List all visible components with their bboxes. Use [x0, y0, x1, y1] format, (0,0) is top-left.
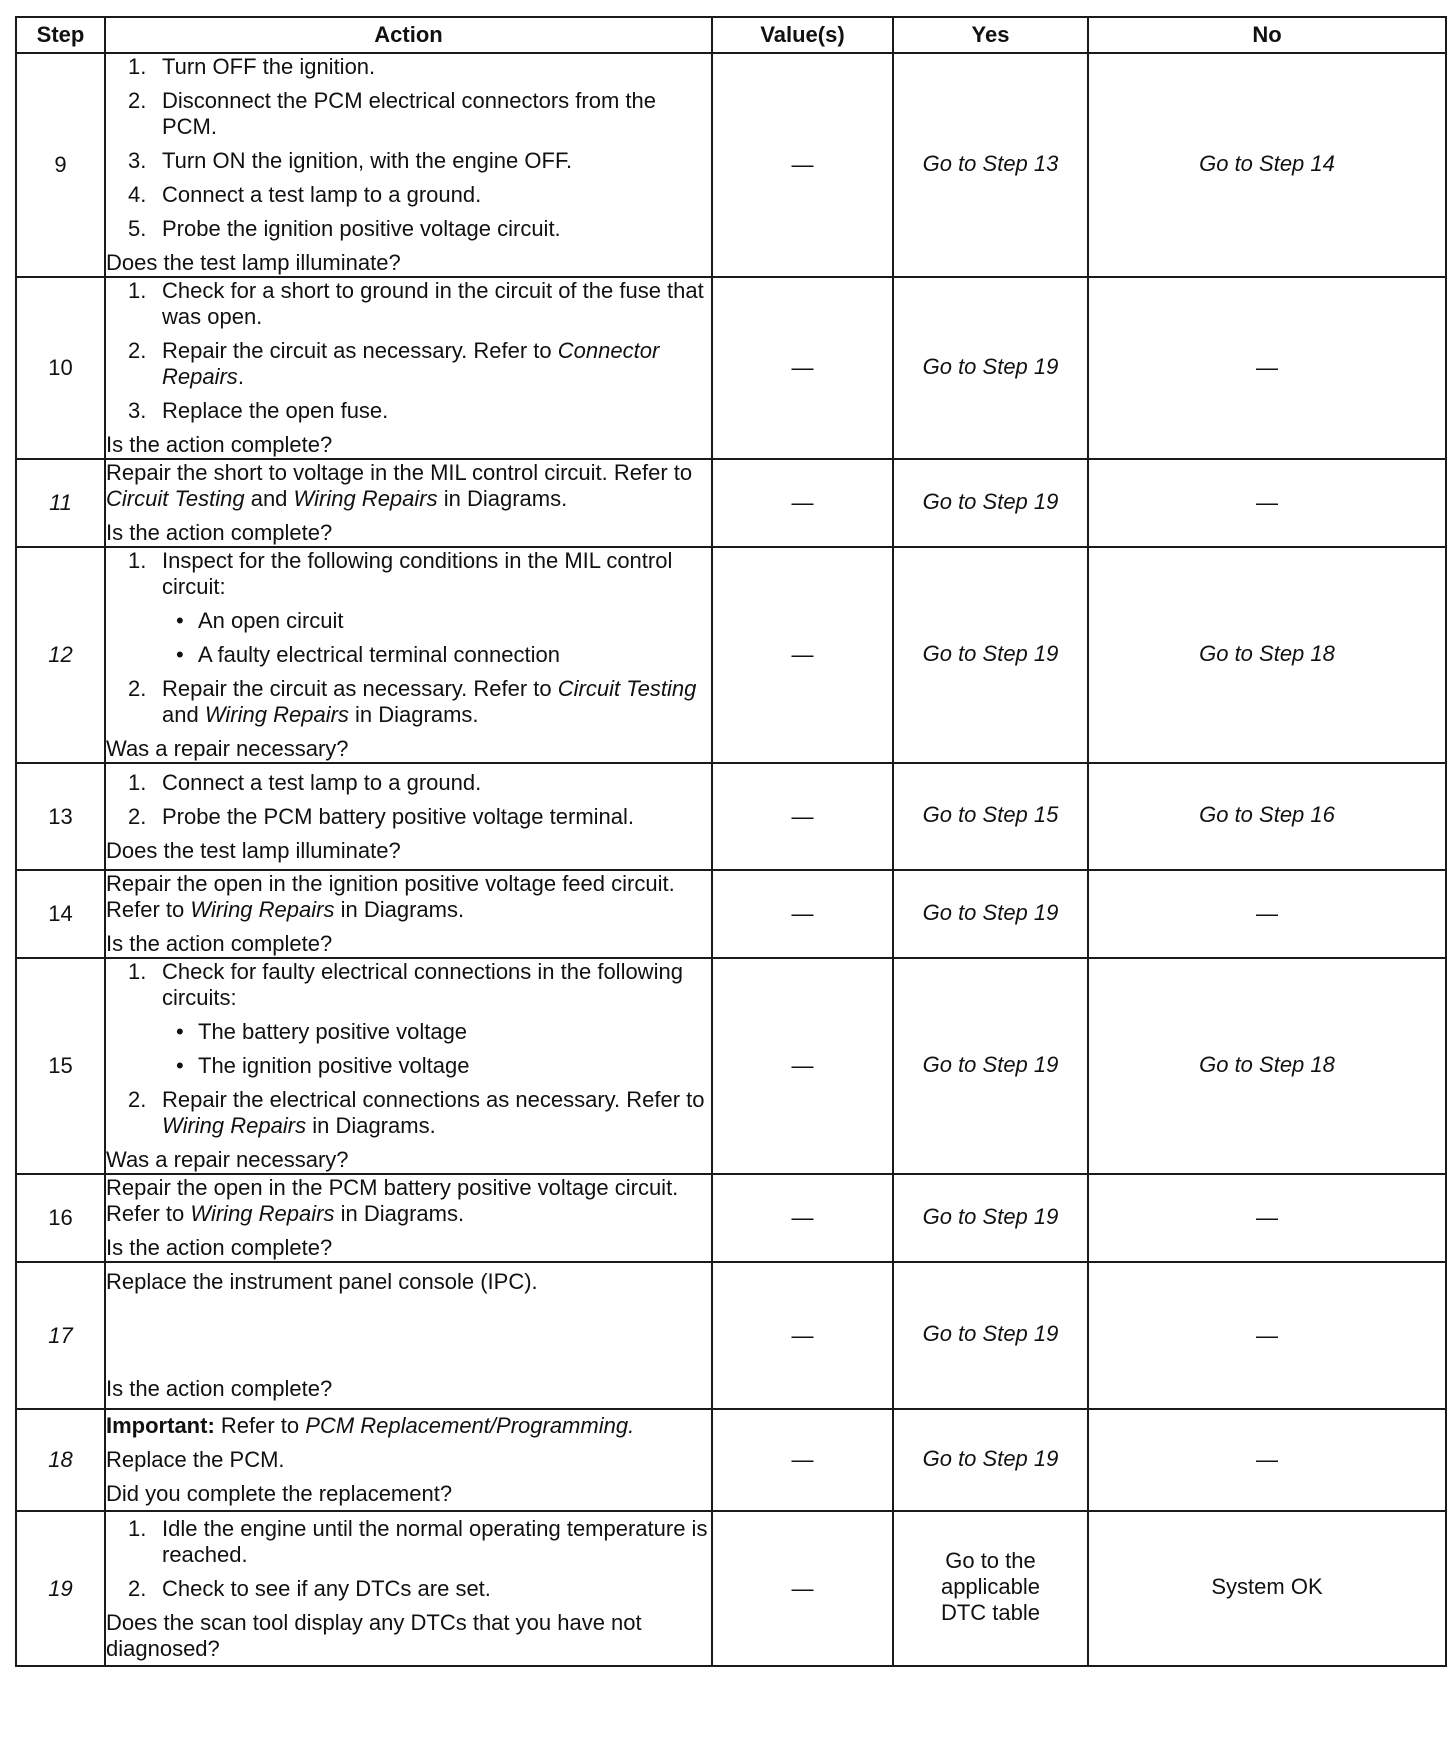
action-cell: 1. Idle the engine until the normal operating temperature is reached. 2. Check to see if any DTCs are set. Does the scan tool display any DTCs that you have not diagnosed? [105, 1511, 712, 1666]
header-step: Step [16, 17, 105, 53]
table-row [16, 459, 1446, 547]
question: Is the action complete? [106, 1235, 333, 1260]
no-cell: Go to Step 14 [1088, 53, 1446, 277]
no-cell: Go to Step 18 [1088, 547, 1446, 763]
yes-cell: Go to Step 19 [893, 958, 1088, 1174]
step-number: 13 [16, 763, 105, 870]
question: Does the scan tool display any DTCs that you have not diagnosed? [106, 1609, 642, 1661]
value-cell: — [712, 763, 893, 870]
step-number: 15 [16, 958, 105, 1174]
step-number: 9 [16, 53, 105, 277]
header-no: No [1088, 17, 1446, 53]
step-number: 17 [16, 1262, 105, 1409]
yes-cell: Go to Step 15 [893, 763, 1088, 870]
value-cell: — [712, 547, 893, 763]
no-cell: — [1088, 870, 1446, 958]
value-cell: — [712, 53, 893, 277]
yes-cell: Go to Step 19 [893, 1262, 1088, 1409]
value-cell: — [712, 1511, 893, 1666]
header-row [16, 17, 1446, 53]
diagnostic-table [15, 16, 1447, 1667]
yes-cell: Go to Step 13 [893, 53, 1088, 277]
step-number: 11 [16, 459, 105, 547]
step-number: 16 [16, 1174, 105, 1262]
action-cell: 1. Turn OFF the ignition. 2. Disconnect the PCM electrical connectors from the PCM. 3. Turn ON the ignition, with the engine OFF. 4. Connect a test lamp to a ground. 5. Probe the ignition positive voltage circuit. Does the test lamp illuminate? [105, 53, 712, 277]
yes-cell: Go to the applicable DTC table [893, 1511, 1088, 1666]
header-action: Action [105, 17, 712, 53]
value-cell: — [712, 1174, 893, 1262]
no-cell: — [1088, 459, 1446, 547]
no-cell: — [1088, 1262, 1446, 1409]
yes-cell: Go to Step 19 [893, 870, 1088, 958]
action-cell: 1. Check for faulty electrical connections in the following circuits: • The battery positive voltage • The ignition positive voltage 2. Repair the electrical connections as necessary. Refer to Wiring Repairs in Diagrams. Was a repair necessary? [105, 958, 712, 1174]
step-number: 10 [16, 277, 105, 459]
action-cell: 1. Inspect for the following conditions in the MIL control circuit: • An open circuit • A faulty electrical terminal connection 2. Repair the circuit as necessary. Refer to Circuit Testing and Wiring Repairs in Diagrams. Was a repair necessary? [105, 547, 712, 763]
action-cell: 1. Check for a short to ground in the circuit of the fuse that was open. 2. Repair the circuit as necessary. Refer to Connector Repairs. 3. Replace the open fuse. Is the action complete? [105, 277, 712, 459]
no-cell: — [1088, 1174, 1446, 1262]
question: Is the action complete? [106, 432, 333, 457]
table-row [16, 1511, 1446, 1666]
value-cell: — [712, 870, 893, 958]
yes-cell: Go to Step 19 [893, 1409, 1088, 1511]
action-cell: 1. Connect a test lamp to a ground. 2. Probe the PCM battery positive voltage terminal. Does the test lamp illuminate? [105, 763, 712, 870]
table-row [16, 870, 1446, 958]
yes-cell: Go to Step 19 [893, 547, 1088, 763]
question: Was a repair necessary? [106, 736, 349, 761]
no-cell: — [1088, 277, 1446, 459]
step-number: 14 [16, 870, 105, 958]
action-cell: Repair the open in the PCM battery positive voltage circuit. Refer to Wiring Repairs in Diagrams. Is the action complete? [105, 1174, 712, 1262]
action-cell: Repair the open in the ignition positive voltage feed circuit. Refer to Wiring Repairs in Diagrams. Is the action complete? [105, 870, 712, 958]
no-cell: — [1088, 1409, 1446, 1511]
question: Does the test lamp illuminate? [106, 250, 401, 275]
table-row [16, 53, 1446, 277]
table-row [16, 958, 1446, 1174]
question: Was a repair necessary? [106, 1147, 349, 1172]
yes-cell: Go to Step 19 [893, 459, 1088, 547]
action-cell: Important: Refer to PCM Replacement/Programming. Replace the PCM. Did you complete the replacement? [105, 1409, 712, 1511]
no-cell: Go to Step 18 [1088, 958, 1446, 1174]
no-cell: Go to Step 16 [1088, 763, 1446, 870]
question: Is the action complete? [106, 931, 333, 956]
action-cell: Replace the instrument panel console (IPC). Is the action complete? [105, 1262, 712, 1409]
question: Is the action complete? [106, 1376, 333, 1401]
table-row [16, 1174, 1446, 1262]
question: Does the test lamp illuminate? [106, 837, 401, 863]
value-cell: — [712, 1262, 893, 1409]
header-yes: Yes [893, 17, 1088, 53]
question: Did you complete the replacement? [106, 1481, 453, 1506]
yes-cell: Go to Step 19 [893, 277, 1088, 459]
table-row [16, 1409, 1446, 1511]
action-cell: Repair the short to voltage in the MIL control circuit. Refer to Circuit Testing and Wiring Repairs in Diagrams. Is the action complete? [105, 459, 712, 547]
value-cell: — [712, 1409, 893, 1511]
header-values: Value(s) [712, 17, 893, 53]
step-number: 18 [16, 1409, 105, 1511]
table-row [16, 277, 1446, 459]
step-number: 12 [16, 547, 105, 763]
table-row [16, 547, 1446, 763]
value-cell: — [712, 958, 893, 1174]
question: Is the action complete? [106, 520, 333, 545]
value-cell: — [712, 459, 893, 547]
no-cell: System OK [1088, 1511, 1446, 1666]
yes-cell: Go to Step 19 [893, 1174, 1088, 1262]
step-number: 19 [16, 1511, 105, 1666]
table-row [16, 763, 1446, 870]
table-row [16, 1262, 1446, 1409]
value-cell: — [712, 277, 893, 459]
